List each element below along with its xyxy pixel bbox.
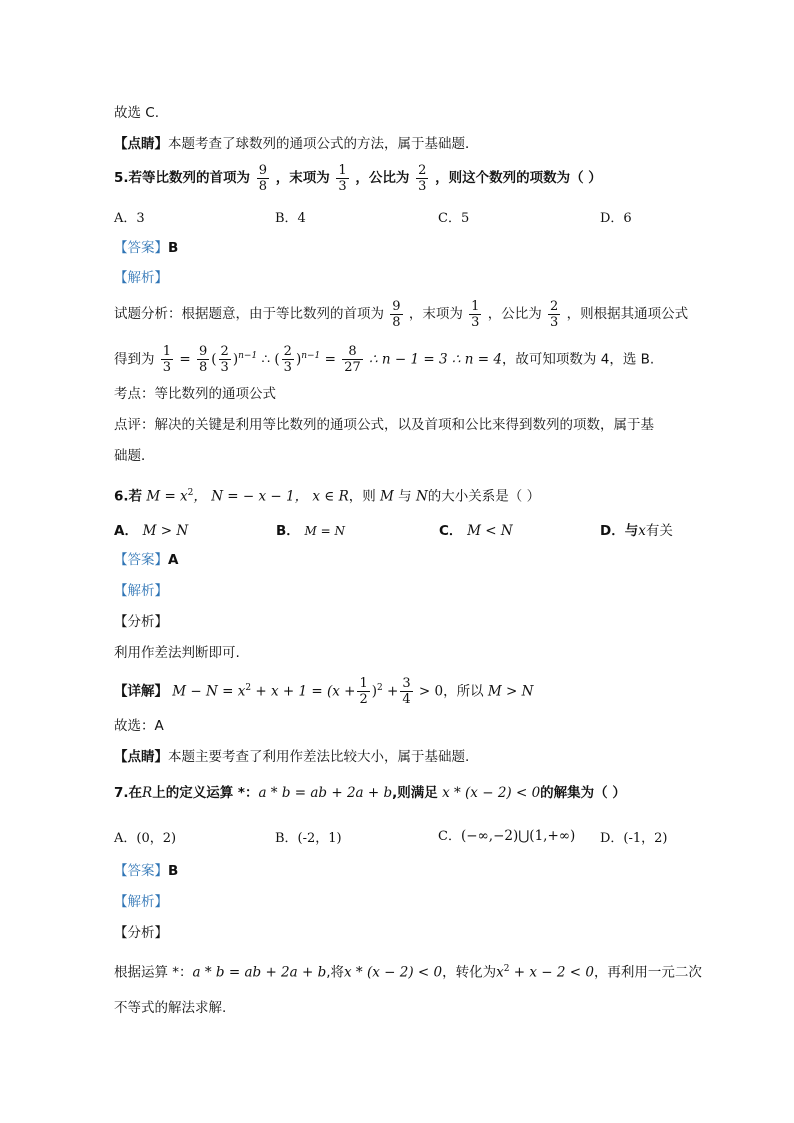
q7-fenxi-1 [114, 959, 702, 983]
q5-dianping-2: 础题． [114, 448, 155, 464]
text-line [114, 103, 159, 123]
q7-analysis-tag: 【解析】 [114, 894, 168, 910]
answer-value: A [168, 552, 179, 568]
denominator: 3 [338, 178, 347, 194]
math: > 0 [414, 683, 444, 700]
fraction [416, 163, 428, 194]
q5-option-d: D．6 [600, 211, 632, 226]
text: ,将 [326, 964, 345, 981]
q6-detail [114, 668, 533, 708]
numerator: 9 [392, 298, 401, 314]
text: 得到为 [114, 351, 155, 368]
q7-option-d: D．(-1，2) [600, 831, 668, 846]
q5-answer [114, 238, 178, 258]
paren: ) [232, 351, 239, 368]
fraction [548, 299, 560, 330]
paren: ( [211, 351, 217, 368]
q6-comment [114, 747, 469, 767]
denominator: 3 [418, 178, 427, 194]
denominator: 3 [162, 360, 172, 375]
math: ) [371, 683, 378, 700]
text: ，则根据其通项公式 [566, 306, 689, 322]
therefore-symbol: ∴ [261, 351, 271, 368]
math: x [638, 523, 646, 539]
q7-option-b: B．(-2，1) [275, 831, 342, 846]
paren: ( [274, 351, 280, 368]
q6-answer [114, 550, 178, 570]
text: 6.若 [114, 488, 143, 505]
q5-explanation-2 [114, 336, 654, 376]
fraction [342, 344, 363, 375]
exponent: n−1 [301, 351, 321, 361]
comment-tag: 【点睛】 [114, 749, 168, 765]
fraction [197, 344, 209, 375]
fraction [469, 299, 481, 330]
fraction [282, 344, 294, 375]
comment-text: 本题主要考查了利用作差法比较大小，属于基础题. [168, 749, 470, 765]
denominator: 3 [283, 360, 292, 375]
denominator: 27 [344, 360, 361, 375]
text: 根据运算 *： [114, 964, 193, 981]
math: + x − 2 < 0 [509, 964, 594, 981]
q6-conclusion: 故选：A [114, 718, 164, 734]
numerator: 1 [162, 344, 172, 359]
question-7-stem [114, 783, 626, 803]
text: 有关 [645, 523, 673, 539]
q6-option-b [276, 519, 345, 539]
math: a * b = ab + 2a + b [192, 964, 327, 981]
question-5-stem [114, 158, 602, 198]
math: x * (x − 2) < 0 [442, 785, 541, 801]
q5-stem-part: ，则这个数列的项数为（ ） [435, 170, 602, 186]
q5-stem-part: ，公比为 [355, 170, 410, 186]
detail-tag: 【详解】 [114, 683, 168, 700]
text: 试题分析：根据题意，由于等比数列的首项为 [114, 306, 384, 322]
q7-option-c [438, 825, 575, 844]
equals-sign: = [324, 351, 336, 368]
equation: ∴ n − 1 = 3 ∴ n = 4 [369, 351, 502, 368]
numerator: 2 [220, 344, 229, 359]
exponent: 2 [187, 488, 194, 498]
fraction [257, 163, 269, 194]
q5-option-b: B．4 [275, 211, 306, 226]
comment-text: 本题考查了球数列的通项公式的方法，属于基础题． [168, 136, 479, 152]
math: a * b = ab + 2a + b [258, 785, 393, 801]
numerator: 8 [342, 344, 363, 360]
numerator: 9 [198, 344, 208, 359]
text: 的大小关系是（ ） [427, 488, 541, 505]
denominator: 8 [392, 314, 401, 330]
equals-sign: = [179, 351, 191, 368]
fraction [390, 299, 402, 330]
numerator: 2 [283, 344, 292, 359]
q7-answer [114, 861, 178, 881]
q5-kaodian: 考点：等比数列的通项公式 [114, 386, 276, 402]
numerator: 3 [402, 676, 411, 691]
numerator: 9 [258, 162, 268, 178]
fraction [336, 163, 348, 194]
denominator: 3 [550, 314, 559, 330]
numerator: 1 [338, 162, 347, 178]
text: ，则 [348, 488, 376, 505]
numerator: 2 [550, 298, 559, 314]
option-label: D．与 [600, 523, 639, 539]
q7-option-a: A．(0，2) [114, 831, 177, 846]
fraction [219, 344, 231, 375]
text: 的解集为（ ） [540, 785, 626, 801]
text: ，所以 [443, 683, 484, 700]
math: M = N [304, 524, 345, 538]
math: x * (x − 2) < 0 [344, 964, 443, 981]
comment-line [114, 134, 479, 154]
answer-value: B [168, 863, 179, 879]
answer-tag: 【答案】 [114, 552, 168, 568]
exponent: n−1 [238, 351, 258, 361]
math: M − N = x [172, 683, 246, 700]
option-label: C． [439, 523, 463, 539]
math: N [415, 488, 428, 505]
text: 上的定义运算 *： [152, 785, 259, 801]
q5-stem-part: ，末项为 [275, 170, 330, 186]
q6-option-c [439, 519, 513, 539]
math: R [142, 785, 153, 801]
q6-option-d [600, 519, 673, 539]
option-label: B． [276, 523, 300, 539]
answer-value: B [168, 240, 179, 256]
q5-stem-part: 5.若等比数列的首项为 [114, 170, 251, 186]
math: x [496, 964, 504, 981]
denominator: 3 [471, 314, 480, 330]
numerator: 2 [418, 162, 427, 178]
denominator: 4 [402, 692, 411, 707]
math: M < N [467, 523, 513, 539]
conclusion-text: 故选 C. [114, 105, 160, 121]
q6-fenxi-text: 利用作差法判断即可. [114, 645, 240, 661]
math: (−∞,−2)⋃(1,+∞) [460, 828, 576, 844]
math: M > N [487, 683, 534, 700]
paren: ) [295, 351, 302, 368]
text: ，末项为 [408, 306, 463, 322]
question-6-stem [114, 483, 540, 507]
q6-analysis-tag: 【解析】 [114, 583, 168, 599]
q5-analysis-tag: 【解析】 [114, 270, 168, 286]
fraction [357, 676, 369, 707]
q6-option-a [114, 519, 188, 539]
text: ，公比为 [487, 306, 542, 322]
math: M [380, 488, 394, 505]
fraction [161, 344, 173, 375]
text: ,则满足 [392, 785, 438, 801]
option-label: C． [438, 829, 461, 844]
math: + [382, 683, 399, 700]
denominator: 2 [359, 692, 368, 707]
text: ，转化为 [442, 964, 497, 981]
q6-fenxi-tag: 【分析】 [114, 614, 168, 630]
text: ，故可知项数为 4，选 B. [501, 351, 655, 368]
comment-tag: 【点睛】 [114, 136, 168, 152]
exponent: 2 [503, 964, 510, 974]
exponent: 2 [245, 683, 252, 693]
q7-fenxi-tag: 【分析】 [114, 925, 168, 941]
math: ， N = − x − 1， x ∈ R [193, 488, 349, 505]
numerator: 1 [471, 298, 480, 314]
text: ，再利用一元二次 [593, 964, 702, 981]
fraction [400, 676, 412, 707]
math: M > N [142, 523, 189, 539]
text: 7.在 [114, 785, 143, 801]
exponent: 2 [377, 683, 383, 693]
numerator: 1 [359, 676, 368, 691]
denominator: 8 [198, 360, 208, 375]
q5-explanation-1 [114, 294, 688, 334]
answer-tag: 【答案】 [114, 863, 168, 879]
denominator: 8 [258, 178, 268, 194]
q5-option-c: C．5 [438, 211, 470, 226]
denominator: 3 [220, 360, 229, 375]
q5-option-a: A．3 [114, 211, 145, 226]
math: + x + 1 = (x + [251, 683, 356, 700]
answer-tag: 【答案】 [114, 240, 168, 256]
q5-dianping-1: 点评：解决的关键是利用等比数列的通项公式，以及首项和公比来得到数列的项数，属于基 [114, 417, 654, 433]
text: 与 [398, 488, 412, 505]
q7-fenxi-2: 不等式的解法求解. [114, 1000, 227, 1016]
option-label: A． [114, 523, 138, 539]
math: M = x [146, 488, 188, 505]
